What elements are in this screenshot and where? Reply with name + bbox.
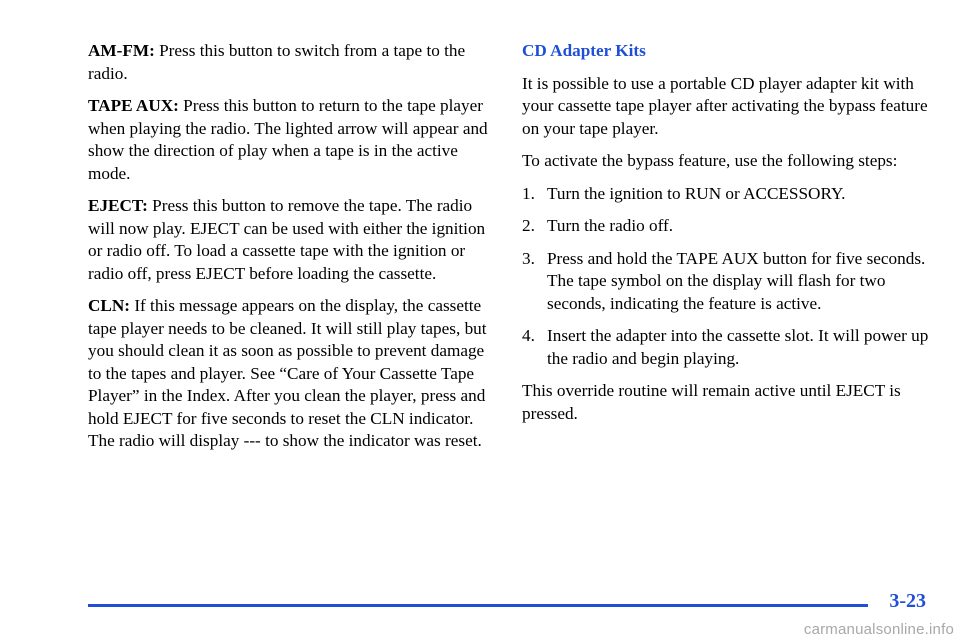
step-text: Insert the adapter into the cassette slot. It will power up the radio and begin playing. (547, 326, 929, 368)
step-number: 1. (522, 183, 535, 203)
step-text: Turn the radio off. (547, 216, 674, 235)
tape-aux-term: TAPE AUX: (88, 96, 179, 115)
tape-aux-text: Press this button to return to the tape player when playing the radio. The lighted arrow will appear and show the direction of play when a tape is in the active mode. (88, 96, 488, 183)
closing-paragraph: This override routine will remain active until EJECT is pressed. (522, 381, 901, 423)
cln-term: CLN: (88, 296, 131, 315)
am-fm-paragraph (88, 40, 493, 85)
eject-paragraph (88, 195, 493, 285)
step-item (522, 325, 932, 370)
am-fm-text: Press this button to switch from a tape to the radio. (88, 41, 466, 83)
page-number: 3-23 (889, 590, 926, 612)
cln-text: If this message appears on the display, the cassette tape player needs to be cleaned. It will still play tapes, but you should clean it as soon as possible to prevent damage to the tapes and player. See “Care of Your Cassette Tape Player” in the Index. After you clean the player, press and hold EJECT for five seconds to reset the CLN indicator. The radio will display --- to show the indicator was reset. (88, 296, 487, 450)
step-item (522, 248, 932, 316)
step-number: 2. (522, 216, 535, 235)
tape-aux-paragraph (88, 95, 493, 185)
step-item (522, 215, 932, 238)
eject-text: Press this button to remove the tape. The radio will now play. EJECT can be used with either the ignition or radio off. To load a cassette tape with the ignition or radio off, press EJECT before loading the cassette. (88, 196, 486, 283)
step-number: 4. (522, 326, 535, 345)
intro-paragraph: It is possible to use a portable CD player adapter kit with your cassette tape player after activating the bypass feature on your tape player. (522, 73, 928, 138)
steps-list (522, 183, 932, 371)
section-heading: CD Adapter Kits (522, 41, 646, 60)
footer-rule (88, 604, 868, 607)
eject-term: EJECT: (88, 196, 148, 215)
watermark: carmanualsonline.info (803, 621, 954, 638)
steps-intro: To activate the bypass feature, use the following steps: (522, 151, 898, 170)
step-text: Press and hold the TAPE AUX button for five seconds. The tape symbol on the display will flash for two seconds, indicating the feature is active. (547, 248, 926, 313)
step-item (522, 183, 932, 206)
left-column (88, 40, 493, 463)
am-fm-term: AM-FM: (88, 41, 155, 60)
right-column (522, 40, 932, 435)
cln-paragraph (88, 295, 493, 453)
step-text: Turn the ignition to RUN or ACCESSORY. (547, 183, 846, 203)
step-number: 3. (522, 248, 535, 268)
